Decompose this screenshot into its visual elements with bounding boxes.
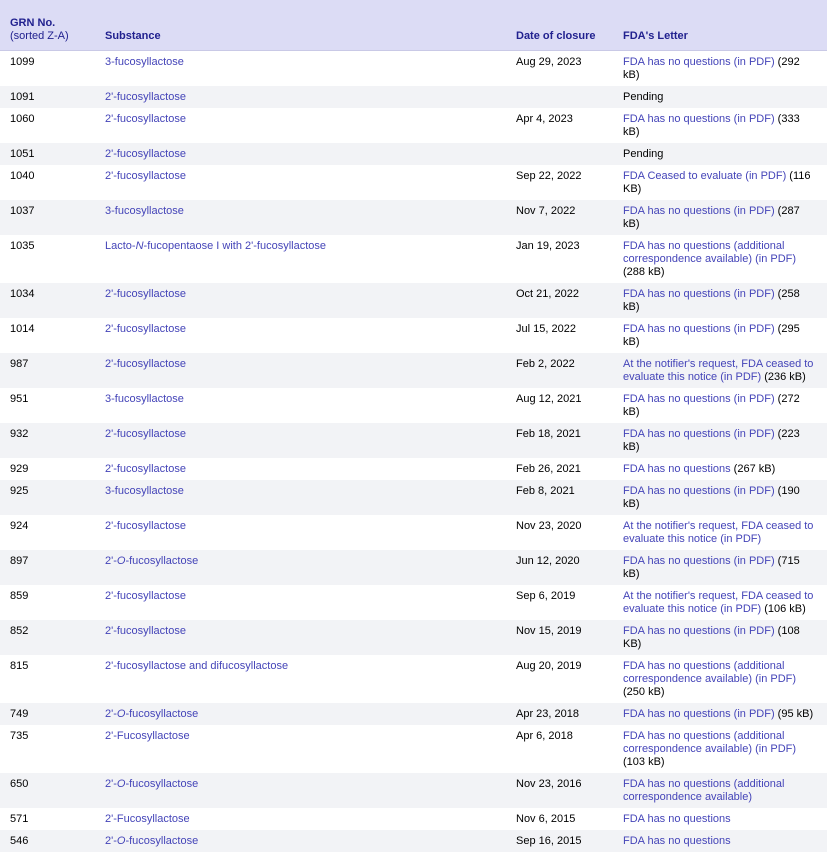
- letter-cell: [613, 725, 827, 773]
- table-row: [0, 550, 827, 585]
- grn-cell: [0, 86, 95, 108]
- grn-number: 1037: [10, 204, 35, 217]
- closure-date: Feb 2, 2022: [516, 357, 575, 370]
- substance-link[interactable]: 2'-fucosyllactose: [105, 589, 186, 602]
- grn-cell: [0, 480, 95, 515]
- grn-number: 925: [10, 484, 29, 497]
- fda-letter-link[interactable]: FDA has no questions (in PDF): [623, 112, 775, 125]
- closure-date: Nov 7, 2022: [516, 204, 576, 217]
- closure-date: Nov 23, 2020: [516, 519, 582, 532]
- table-row: [0, 283, 827, 318]
- fda-letter-link[interactable]: FDA has no questions (in PDF): [623, 624, 775, 637]
- letter-size-suffix: (292 kB): [623, 55, 800, 81]
- fda-letter-link[interactable]: At the notifier's request, FDA ceased to evaluate this notice (in PDF): [623, 357, 814, 383]
- closure-date: Jun 12, 2020: [516, 554, 580, 567]
- letter-cell: [613, 353, 827, 388]
- grn-number: 1060: [10, 112, 35, 125]
- date-cell: [506, 50, 613, 86]
- table-row: [0, 655, 827, 703]
- substance-link[interactable]: 3-fucosyllactose: [105, 55, 184, 68]
- table-row: [0, 515, 827, 550]
- grn-number: 852: [10, 624, 29, 637]
- substance-link[interactable]: 2'-fucosyllactose: [105, 169, 186, 182]
- closure-date: Apr 23, 2018: [516, 707, 579, 720]
- substance-link[interactable]: 2'-fucosyllactose: [105, 624, 186, 637]
- date-cell: [506, 143, 613, 165]
- table-row: [0, 725, 827, 773]
- fda-letter-link[interactable]: FDA has no questions: [623, 812, 731, 825]
- closure-date: Feb 18, 2021: [516, 427, 581, 440]
- grn-number: 859: [10, 589, 29, 602]
- grn-cell: [0, 353, 95, 388]
- fda-letter-link[interactable]: FDA has no questions: [623, 462, 731, 475]
- substance-link[interactable]: 2'-O-fucosyllactose: [105, 554, 199, 567]
- grn-number: 932: [10, 427, 29, 440]
- grn-number: 650: [10, 777, 29, 790]
- letter-cell: [613, 318, 827, 353]
- date-cell: [506, 235, 613, 283]
- substance-link[interactable]: 2'-Fucosyllactose: [105, 729, 190, 742]
- substance-link[interactable]: 2'-fucosyllactose: [105, 90, 186, 103]
- substance-cell: [95, 515, 506, 550]
- grn-number: 749: [10, 707, 29, 720]
- fda-letter-link[interactable]: FDA has no questions (in PDF): [623, 484, 775, 497]
- letter-size-suffix: (258 kB): [623, 287, 800, 313]
- substance-link[interactable]: 2'-fucosyllactose: [105, 519, 186, 532]
- substance-link[interactable]: 2'-fucosyllactose: [105, 322, 186, 335]
- date-cell: [506, 86, 613, 108]
- letter-size-suffix: (108 KB): [623, 624, 800, 650]
- letter-size-suffix: (190 kB): [623, 484, 800, 510]
- date-cell: [506, 550, 613, 585]
- substance-cell: [95, 620, 506, 655]
- date-cell: [506, 165, 613, 200]
- substance-cell: [95, 108, 506, 143]
- grn-cell: [0, 515, 95, 550]
- fda-letter-link[interactable]: FDA has no questions (in PDF): [623, 554, 775, 567]
- closure-date: Jan 19, 2023: [516, 239, 580, 252]
- letter-cell: [613, 108, 827, 143]
- date-cell: [506, 423, 613, 458]
- substance-link[interactable]: 2'-fucosyllactose and difucosyllactose: [105, 659, 289, 672]
- closure-date: Oct 21, 2022: [516, 287, 579, 300]
- grn-number: 571: [10, 812, 29, 825]
- letter-cell: [613, 480, 827, 515]
- substance-cell: [95, 353, 506, 388]
- closure-date: Nov 23, 2016: [516, 777, 582, 790]
- table-row: [0, 703, 827, 725]
- table-row: [0, 143, 827, 165]
- table-row: [0, 830, 827, 852]
- substance-cell: [95, 143, 506, 165]
- grn-cell: [0, 725, 95, 773]
- closure-date: Feb 26, 2021: [516, 462, 581, 475]
- table-row: [0, 318, 827, 353]
- date-cell: [506, 655, 613, 703]
- date-cell: [506, 808, 613, 830]
- letter-cell: [613, 515, 827, 550]
- closure-date: Feb 8, 2021: [516, 484, 575, 497]
- grn-number: 929: [10, 462, 29, 475]
- closure-date: Sep 6, 2019: [516, 589, 576, 602]
- letter-size-suffix: (223 kB): [623, 427, 800, 453]
- date-cell: [506, 283, 613, 318]
- fda-letter-link[interactable]: FDA has no questions: [623, 834, 731, 847]
- substance-cell: [95, 655, 506, 703]
- letter-size-suffix: (287 kB): [623, 204, 800, 230]
- grn-cell: [0, 808, 95, 830]
- substance-cell: [95, 458, 506, 480]
- grn-cell: [0, 318, 95, 353]
- substance-cell: [95, 830, 506, 852]
- grn-number: 1051: [10, 147, 35, 160]
- substance-link[interactable]: 2'-O-fucosyllactose: [105, 834, 199, 847]
- table-row: [0, 620, 827, 655]
- letter-size-suffix: (333 kB): [623, 112, 800, 138]
- closure-date: Sep 16, 2015: [516, 834, 582, 847]
- column-header-grn[interactable]: [0, 0, 95, 50]
- letter-cell: [613, 50, 827, 86]
- closure-date: Sep 22, 2022: [516, 169, 582, 182]
- column-header-date-of-closure[interactable]: [506, 0, 613, 50]
- letter-cell: [613, 550, 827, 585]
- letter-size-suffix: (116 KB): [623, 169, 811, 195]
- substance-cell: [95, 808, 506, 830]
- letter-cell: [613, 165, 827, 200]
- letter-size-suffix: (267 kB): [730, 462, 776, 475]
- table-row: [0, 585, 827, 620]
- letter-size-suffix: (106 kB): [761, 602, 806, 615]
- substance-link[interactable]: 3-fucosyllactose: [105, 392, 184, 405]
- grn-cell: [0, 108, 95, 143]
- letter-cell: [613, 830, 827, 852]
- fda-letter-link[interactable]: FDA Ceased to evaluate (in PDF): [623, 169, 787, 182]
- fda-letter-link[interactable]: FDA has no questions (in PDF): [623, 55, 775, 68]
- table-row: [0, 773, 827, 808]
- closure-date: Jul 15, 2022: [516, 322, 576, 335]
- table-row: [0, 86, 827, 108]
- substance-cell: [95, 585, 506, 620]
- grn-number: 1099: [10, 55, 35, 68]
- closure-date: Apr 6, 2018: [516, 729, 573, 742]
- letter-header-label: FDA's Letter: [623, 29, 688, 42]
- letter-size-suffix: (103 kB): [623, 755, 665, 768]
- date-header-label: Date of closure: [516, 29, 596, 42]
- letter-size-suffix: (95 kB): [774, 707, 814, 720]
- letter-cell: [613, 585, 827, 620]
- substance-cell: [95, 318, 506, 353]
- letter-cell: [613, 143, 827, 165]
- date-cell: [506, 830, 613, 852]
- substance-cell: [95, 235, 506, 283]
- closure-date: Aug 12, 2021: [516, 392, 582, 405]
- fda-letter-link[interactable]: FDA has no questions (in PDF): [623, 392, 775, 405]
- letter-status-text: Pending: [623, 90, 664, 103]
- letter-size-suffix: (272 kB): [623, 392, 800, 418]
- substance-link[interactable]: 2'-Fucosyllactose: [105, 812, 190, 825]
- grn-cell: [0, 703, 95, 725]
- grn-cell: [0, 585, 95, 620]
- substance-cell: [95, 423, 506, 458]
- letter-cell: [613, 458, 827, 480]
- grn-number: 815: [10, 659, 29, 672]
- letter-cell: [613, 773, 827, 808]
- substance-cell: [95, 200, 506, 235]
- fda-letter-link[interactable]: FDA has no questions (in PDF): [623, 287, 775, 300]
- table-row: [0, 388, 827, 423]
- closure-date: Aug 29, 2023: [516, 55, 582, 68]
- grn-cell: [0, 773, 95, 808]
- letter-cell: [613, 703, 827, 725]
- grn-cell: [0, 458, 95, 480]
- table-row: [0, 165, 827, 200]
- grn-cell: [0, 655, 95, 703]
- substance-link[interactable]: 2'-fucosyllactose: [105, 357, 186, 370]
- grn-cell: [0, 235, 95, 283]
- substance-cell: [95, 50, 506, 86]
- grn-number: 1035: [10, 239, 35, 252]
- grn-number: 1091: [10, 90, 35, 103]
- letter-cell: [613, 283, 827, 318]
- date-cell: [506, 725, 613, 773]
- table-row: [0, 480, 827, 515]
- grn-cell: [0, 388, 95, 423]
- fda-letter-link[interactable]: FDA has no questions (in PDF): [623, 322, 775, 335]
- letter-cell: [613, 423, 827, 458]
- table-row: [0, 808, 827, 830]
- letter-size-suffix: (715 kB): [623, 554, 800, 580]
- fda-letter-link[interactable]: FDA has no questions (additional correspondence available): [623, 777, 785, 803]
- letter-cell: [613, 86, 827, 108]
- date-cell: [506, 458, 613, 480]
- table-row: [0, 235, 827, 283]
- grn-number: 987: [10, 357, 29, 370]
- table-row: [0, 458, 827, 480]
- letter-size-suffix: (250 kB): [623, 685, 665, 698]
- substance-cell: [95, 86, 506, 108]
- substance-link[interactable]: Lacto-N-fucopentaose I with 2'-fucosyllactose: [105, 239, 327, 252]
- grn-cell: [0, 50, 95, 86]
- table-row: [0, 423, 827, 458]
- substance-cell: [95, 725, 506, 773]
- grn-number: 1014: [10, 322, 35, 335]
- closure-date: Aug 20, 2019: [516, 659, 582, 672]
- grn-cell: [0, 200, 95, 235]
- substance-link[interactable]: 2'-O-fucosyllactose: [105, 707, 199, 720]
- letter-cell: [613, 235, 827, 283]
- grn-number: 735: [10, 729, 29, 742]
- letter-size-suffix: (295 kB): [623, 322, 800, 348]
- letter-status-text: Pending: [623, 147, 664, 160]
- grn-cell: [0, 143, 95, 165]
- closure-date: Nov 15, 2019: [516, 624, 582, 637]
- date-cell: [506, 108, 613, 143]
- substance-link[interactable]: 2'-fucosyllactose: [105, 462, 186, 475]
- table-body: [0, 50, 827, 852]
- substance-link[interactable]: 2'-fucosyllactose: [105, 112, 186, 125]
- date-cell: [506, 480, 613, 515]
- fda-letter-link[interactable]: FDA has no questions (additional correspondence available) (in PDF): [623, 239, 797, 265]
- letter-cell: [613, 388, 827, 423]
- substance-link[interactable]: 3-fucosyllactose: [105, 484, 184, 497]
- grn-number: 924: [10, 519, 29, 532]
- grn-number: 1040: [10, 169, 35, 182]
- date-cell: [506, 200, 613, 235]
- letter-cell: [613, 620, 827, 655]
- grn-number: 897: [10, 554, 29, 567]
- grn-number: 951: [10, 392, 29, 405]
- date-cell: [506, 353, 613, 388]
- letter-cell: [613, 808, 827, 830]
- fda-letter-link[interactable]: At the notifier's request, FDA ceased to evaluate this notice (in PDF): [623, 589, 814, 615]
- date-cell: [506, 585, 613, 620]
- fda-letter-link[interactable]: FDA has no questions (in PDF): [623, 707, 775, 720]
- grn-header-label: GRN No.: [10, 16, 56, 29]
- fda-letter-link[interactable]: FDA has no questions (in PDF): [623, 427, 775, 440]
- grn-cell: [0, 423, 95, 458]
- fda-letter-link[interactable]: FDA has no questions (in PDF): [623, 204, 775, 217]
- table-row: [0, 108, 827, 143]
- letter-size-suffix: (236 kB): [761, 370, 806, 383]
- substance-cell: [95, 480, 506, 515]
- date-cell: [506, 388, 613, 423]
- letter-cell: [613, 200, 827, 235]
- closure-date: Nov 6, 2015: [516, 812, 576, 825]
- substance-header-label: Substance: [105, 29, 161, 42]
- substance-link[interactable]: 2'-fucosyllactose: [105, 427, 186, 440]
- fda-letter-link[interactable]: FDA has no questions (additional correspondence available) (in PDF): [623, 659, 797, 685]
- letter-cell: [613, 655, 827, 703]
- substance-cell: [95, 165, 506, 200]
- column-header-fda-letter[interactable]: [613, 0, 827, 50]
- table-header-row: [0, 0, 827, 50]
- substance-cell: [95, 703, 506, 725]
- grn-sort-order-label: (sorted Z-A): [10, 29, 69, 42]
- closure-date: Apr 4, 2023: [516, 112, 573, 125]
- grn-number: 1034: [10, 287, 35, 300]
- date-cell: [506, 773, 613, 808]
- table-row: [0, 353, 827, 388]
- substance-cell: [95, 773, 506, 808]
- fda-letter-link[interactable]: At the notifier's request, FDA ceased to evaluate this notice (in PDF): [623, 519, 814, 545]
- substance-link[interactable]: 2'-fucosyllactose: [105, 287, 186, 300]
- grn-cell: [0, 165, 95, 200]
- grn-cell: [0, 550, 95, 585]
- grn-cell: [0, 830, 95, 852]
- table-row: [0, 200, 827, 235]
- fda-letter-link[interactable]: FDA has no questions (additional correspondence available) (in PDF): [623, 729, 797, 755]
- substance-cell: [95, 550, 506, 585]
- table-row: [0, 50, 827, 86]
- column-header-substance[interactable]: [95, 0, 506, 50]
- grn-number: 546: [10, 834, 29, 847]
- date-cell: [506, 703, 613, 725]
- substance-link[interactable]: 2'-O-fucosyllactose: [105, 777, 199, 790]
- substance-cell: [95, 388, 506, 423]
- date-cell: [506, 515, 613, 550]
- date-cell: [506, 318, 613, 353]
- substance-link[interactable]: 2'-fucosyllactose: [105, 147, 186, 160]
- date-cell: [506, 620, 613, 655]
- grn-cell: [0, 620, 95, 655]
- substance-link[interactable]: 3-fucosyllactose: [105, 204, 184, 217]
- letter-size-suffix: (288 kB): [623, 265, 665, 278]
- grn-cell: [0, 283, 95, 318]
- substance-cell: [95, 283, 506, 318]
